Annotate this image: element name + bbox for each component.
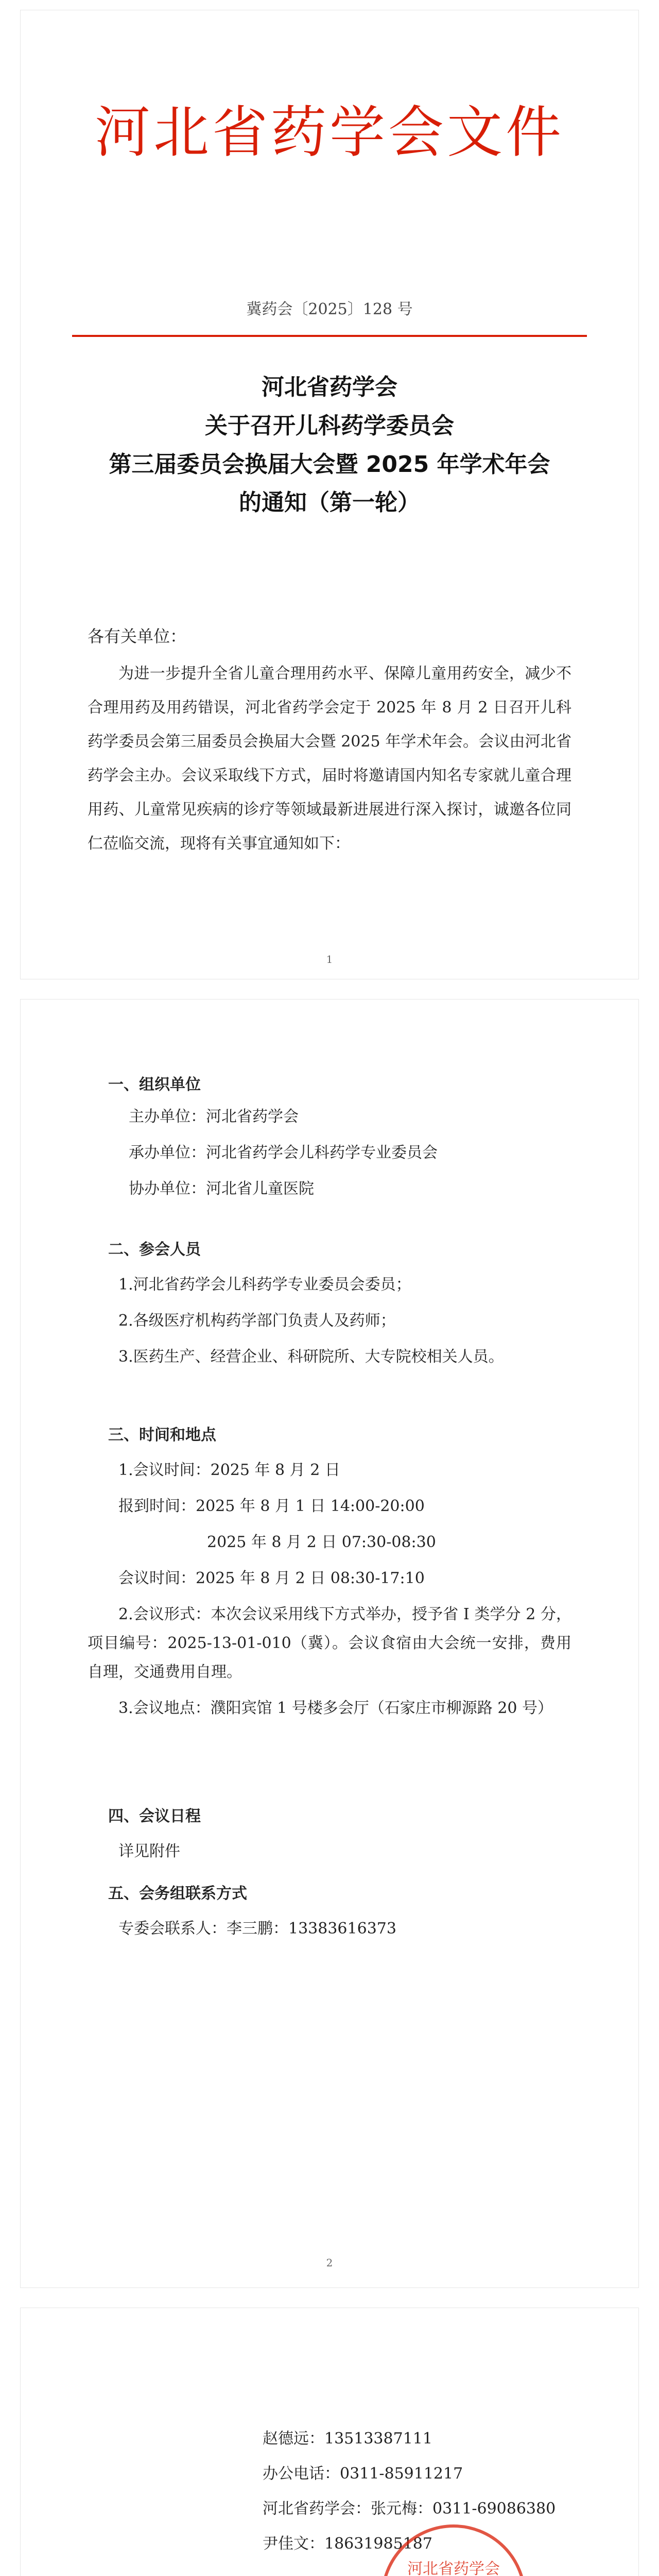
contact-line: 尹佳文：18631985187: [263, 2535, 432, 2553]
venue-label: 3.会议地点：: [118, 1699, 211, 1717]
page-number: 2: [326, 2257, 333, 2269]
title-line: 关于召开儿科药学委员会: [205, 412, 454, 439]
section-participants: [88, 1236, 571, 1379]
section-heading: 一、组织单位: [108, 1076, 201, 1094]
document-page-3: [21, 2308, 638, 2576]
meeting-time: 会议时间：2025 年 8 月 2 日 08:30-17:10: [118, 1569, 425, 1587]
checkin-line: 2025 年 8 月 1 日 14:00-20:00: [196, 1497, 425, 1515]
checkin-label: 报到时间：: [118, 1497, 196, 1515]
document-number: 冀药会〔2025〕128 号: [246, 300, 413, 318]
section-heading: 三、时间和地点: [108, 1426, 216, 1444]
venue-value: 濮阳宾馆 1 号楼多会厅（石家庄市柳源路 20 号）: [210, 1699, 553, 1717]
title-line: 河北省药学会: [262, 374, 397, 400]
section-agenda: [88, 1803, 571, 1873]
document-page-1: [21, 10, 638, 979]
intro-paragraph: 为进一步提升全省儿童合理用药水平、保障儿童用药安全，减少不合理用药及用药错误，河北省药学会定于 2025 年 8 月 2 日召开儿科药学委员会第三届委员会换届大会暨 2025 年学术年会。会议由河北省药学会主办。会议采取线下方式，届时将邀请国内知名专家就儿童合理用药、儿童常见疾病的诊疗等领域最新进展进行深入探讨，诚邀各位同仁莅临交流，现将有关事宜通知如下：: [88, 665, 571, 853]
salutation: 各有关单位：: [88, 626, 187, 646]
section-heading: 四、会议日程: [108, 1807, 201, 1825]
contact-line: 赵德远：13513387111: [263, 2430, 432, 2448]
agenda-line: 详见附件: [118, 1842, 180, 1860]
title-line: 的通知（第一轮）: [239, 489, 420, 516]
section-heading: 五、会务组联系方式: [108, 1885, 247, 1903]
organizer-line: 承办单位：河北省药学会儿科药学专业委员会: [129, 1144, 438, 1162]
meeting-format: 2.会议形式：本次会议采用线下方式举办，授予省 I 类学分 2 分，项目编号：2025-13-01-010（冀）。会议食宿由大会统一安排，费用自理，交通费用自理。: [88, 1605, 571, 1681]
seal-text: 河北省药学会: [407, 2560, 500, 2576]
title-line: 第三届委员会换届大会暨 2025 年学术年会: [109, 451, 550, 478]
red-divider: [72, 335, 587, 337]
contact-line: 专委会联系人：李三鹏：13383616373: [118, 1920, 396, 1938]
contact-line: 河北省药学会：张元梅：0311-69086380: [263, 2500, 556, 2518]
participant-item: 1.河北省药学会儿科药学专业委员会委员；: [118, 1276, 411, 1294]
checkin-time: [88, 1492, 571, 1521]
section-organizers: [88, 1072, 571, 1214]
section-heading: 二、参会人员: [108, 1241, 201, 1259]
participant-item: 2.各级医疗机构药学部门负责人及药师；: [118, 1312, 396, 1330]
masthead-title: 河北省药学会文件: [94, 100, 564, 165]
section-contact: [88, 1880, 571, 1951]
organizer-line: 主办单位：河北省药学会: [129, 1108, 299, 1126]
checkin-line: 2025 年 8 月 2 日 07:30-08:30: [207, 1533, 436, 1551]
page-number: 1: [326, 953, 333, 965]
organizer-line: 协办单位：河北省儿童医院: [129, 1180, 314, 1198]
section-time-place: [88, 1422, 571, 1730]
contact-line: 办公电话：0311-85911217: [263, 2465, 463, 2483]
participant-item: 3.医药生产、经营企业、科研院所、大专院校相关人员。: [118, 1348, 504, 1366]
notice-title: [21, 368, 638, 522]
document-page-2: [21, 999, 638, 2287]
meeting-date: 1.会议时间：2025 年 8 月 2 日: [118, 1461, 340, 1479]
meeting-venue: [88, 1694, 571, 1723]
